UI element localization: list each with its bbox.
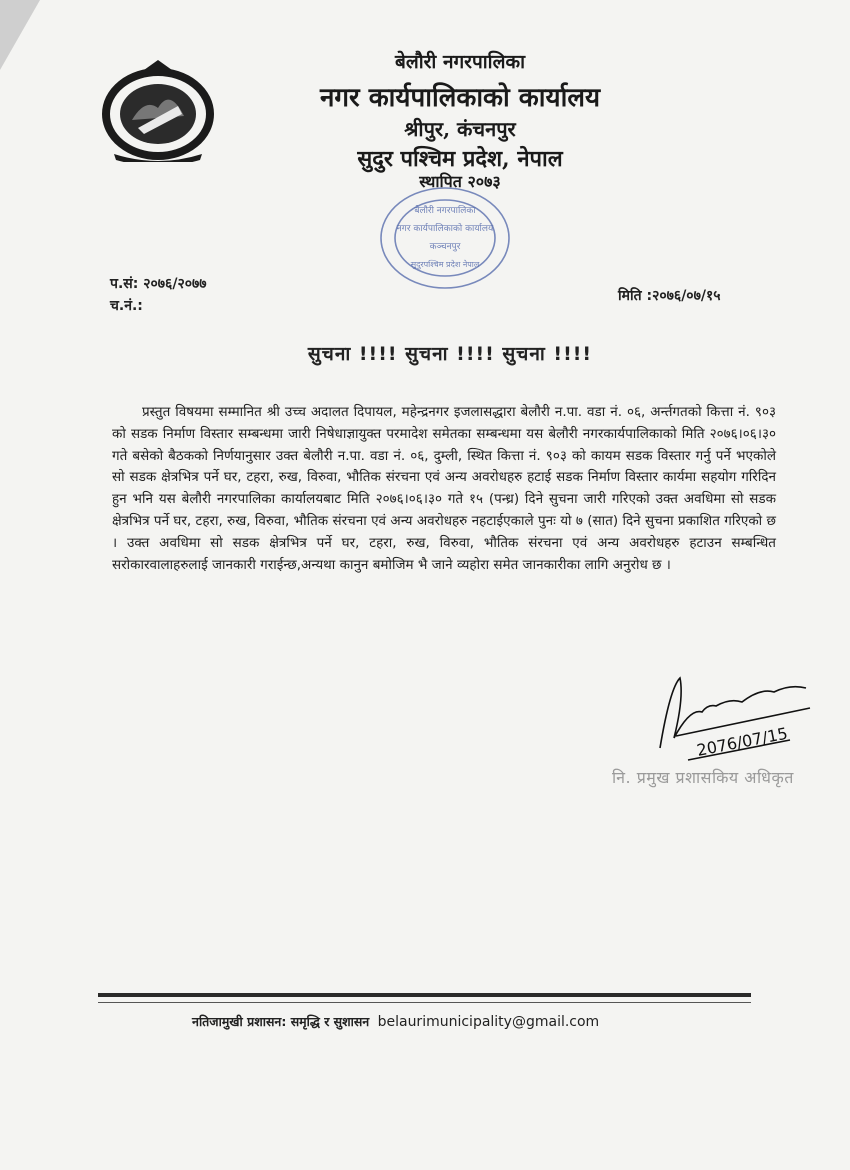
office-address: श्रीपुर, कंचनपुर (404, 117, 516, 141)
municipality-name: बेलौरी नगरपालिका (394, 51, 525, 73)
office-name: नगर कार्यपालिकाको कार्यालय (319, 83, 601, 113)
folded-corner (0, 0, 40, 70)
signature-date: 2076/07/15 (695, 723, 790, 760)
nepal-emblem-icon (100, 58, 216, 162)
footer-motto: नतिजामुखी प्रशासन: समृद्धि र सुशासन (192, 1014, 370, 1029)
stamp-line-4: सुदुरपश्चिम प्रदेश नेपाल (410, 260, 480, 269)
signatory-title: नि. प्रमुख प्रशासकिय अधिकृत (612, 768, 794, 787)
footer-divider (98, 993, 751, 997)
stamp-line-1: बेलौरी नगरपालिका (414, 206, 476, 216)
footer-line (192, 1013, 599, 1030)
notice-title: सुचना !!!! सुचना !!!! सुचना !!!! (307, 343, 593, 365)
footer-divider-thin (98, 1002, 751, 1003)
dispatch-number: च.नं.: (110, 298, 143, 314)
office-stamp (375, 183, 515, 293)
document-date: मिति :२०७६/०७/१५ (618, 288, 721, 304)
reference-number: प.सं: २०७६/२०७७ (110, 276, 207, 292)
notice-body: प्रस्तुत विषयमा सम्मानित श्री उच्च अदालत दिपायल, महेन्द्रनगर इजलासद्धारा बेलौरी न.पा. वडा नं. ०६, अर्न्तगतको कित्ता नं. ९०३ को सडक निर्माण विस्तार सम्बन्धमा जारी निषेधाज्ञायुक्त परमादेश समेतका सम्बन्धमा यस बेलौरी नगरकार्यपालिकाको मिति २०७६।०६।३० गते बसेको बैठकको निर्णयानुसार उक्त बेलौरी न.पा. वडा नं. ०६, दुम्ली, स्थित कित्ता नं. ९०३ को कायम सडक विस्तार गर्नु पर्ने भएकोले सो सडक क्षेत्रभित्र पर्ने घर, टहरा, रुख, विरुवा, भौतिक संरचना एवं अन्य अवरोधहरु हटाई सडक निर्माण विस्तार कार्यमा सहयोग गरिदिन हुन भनि यस बेलौरी नगरपालिका कार्यालयबाट मिति २०७६।०६।३० गते १५ (पन्ध्र) दिने सुचना जारी गरिएको उक्त अवधिमा सो सडक क्षेत्रभित्र पर्ने घर, टहरा, रुख, विरुवा, भौतिक संरचना एवं अन्य अवरोधहरु नहटाईएकाले पुनः यो ७ (सात) दिने सुचना प्रकाशित गरिएको छ । उक्त अवधिमा सो सडक क्षेत्रभित्र पर्ने घर, टहरा, रुख, विरुवा, भौतिक संरचना एवं अन्य अवरोधहरु हटाउन सम्बन्धित सरोकारवालाहरुलाई जानकारी गराईन्छ,अन्यथा कानुन बमोजिम भै जाने व्यहोरा समेत जानकारीका लागि अनुरोध छ । (112, 404, 776, 573)
stamp-line-3: कञ्चनपुर (429, 242, 461, 252)
province-name: सुदुर पश्चिम प्रदेश, नेपाल (357, 146, 563, 172)
footer-email: belaurimunicipality@gmail.com (377, 1014, 600, 1030)
stamp-line-2: नगर कार्यपालिकाको कार्यालय (396, 224, 494, 234)
established-year: स्थापित २०७३ (419, 172, 501, 191)
signature (650, 668, 820, 768)
